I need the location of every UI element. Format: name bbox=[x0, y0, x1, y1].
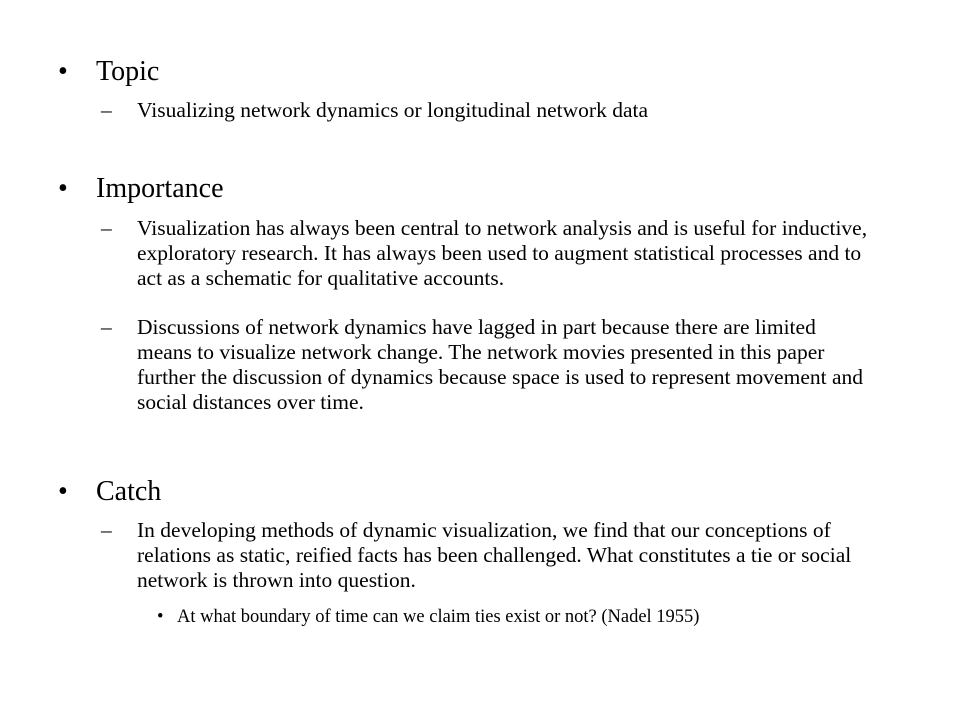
importance-item-1 bbox=[101, 216, 876, 291]
bullet-icon: • bbox=[58, 476, 68, 507]
dash-icon: – bbox=[101, 98, 112, 122]
bullet-icon: • bbox=[157, 607, 164, 627]
dash-icon: – bbox=[101, 518, 112, 542]
bullet-icon: • bbox=[58, 56, 68, 87]
item-text: In developing methods of dynamic visualization, we find that our conceptions of relations as static, reified facts has been challenged. What constitutes a tie or social network is thrown into question. bbox=[137, 518, 852, 592]
item-text: Visualization has always been central to network analysis and is useful for inductive, exploratory research. It has always been used to augment statistical processes and to act as a schematic for qualitative accounts. bbox=[137, 216, 868, 290]
bullet-icon: • bbox=[58, 173, 68, 204]
dash-icon: – bbox=[101, 315, 112, 339]
catch-item bbox=[101, 518, 876, 593]
section-heading: Importance bbox=[96, 173, 224, 204]
item-text: Discussions of network dynamics have lagged in part because there are limited means to visualize network change. The network movies presented in this paper further the discussion of dynamics because space is used to represent movement and social distances over time. bbox=[137, 315, 864, 414]
section-heading: Catch bbox=[96, 476, 162, 507]
dash-icon: – bbox=[101, 216, 112, 240]
item-text: Visualizing network dynamics or longitudinal network data bbox=[137, 98, 649, 122]
subitem-text: At what boundary of time can we claim ties exist or not? (Nadel 1955) bbox=[177, 607, 700, 627]
topic-item bbox=[101, 98, 876, 123]
catch-subitem bbox=[157, 606, 897, 628]
section-heading: Topic bbox=[96, 56, 160, 87]
importance-item-2 bbox=[101, 315, 876, 415]
